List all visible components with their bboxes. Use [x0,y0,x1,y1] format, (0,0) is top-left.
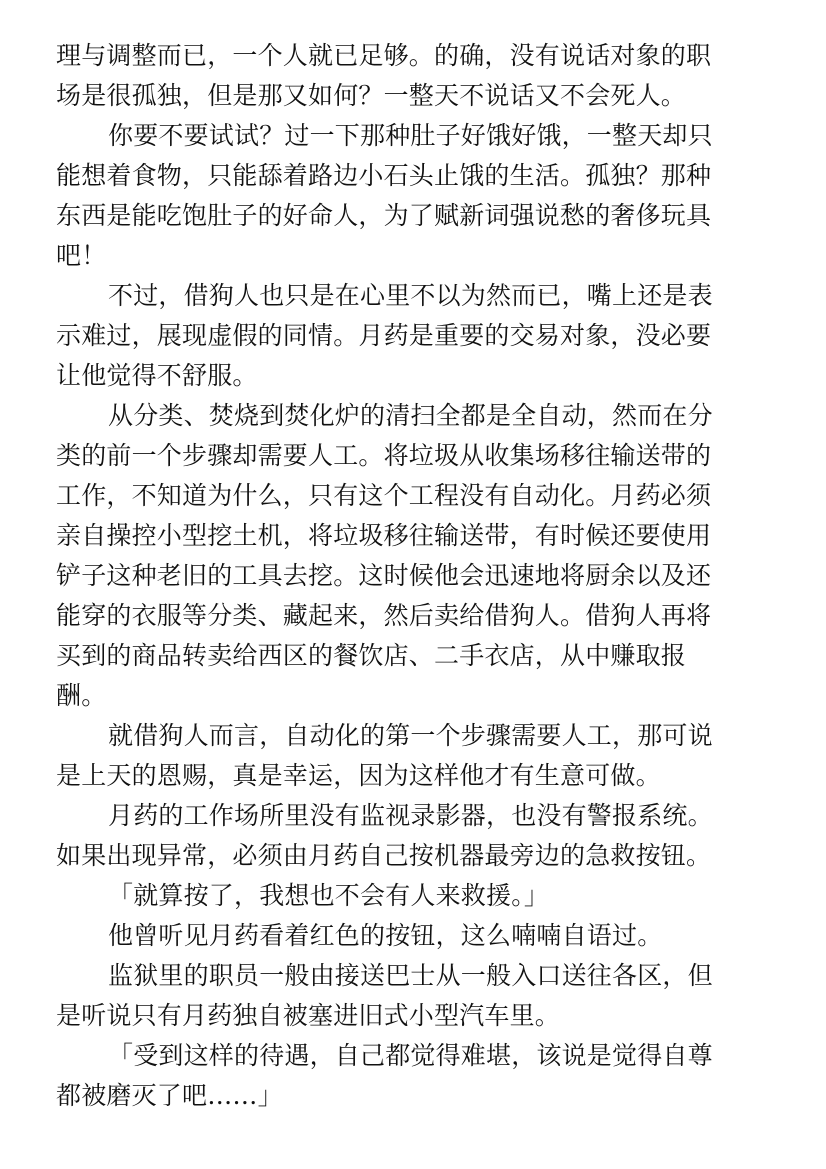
text-line-3: 你要不要试试？过一下那种肚子好饿好饿，一整天却只 [108,121,713,150]
text-line-7: 不过，借狗人也只是在心里不以为然而已，嘴上还是表 [108,281,713,310]
text-line-14: 铲子这种老旧的工具去挖。这时候他会迅速地将厨余以及还 [56,561,712,590]
text-line-22: 「就算按了，我想也不会有人来救援。」 [108,881,550,910]
text-line-9: 让他觉得不舒服。 [56,361,258,390]
text-line-26: 「受到这样的待遇，自己都觉得难堪，该说是觉得自尊 [108,1041,713,1070]
text-line-10: 从分类、焚烧到焚化炉的清扫全都是全自动，然而在分 [108,401,713,430]
text-line-12: 工作，不知道为什么，只有这个工程没有自动化。月药必须 [56,481,712,510]
text-line-20: 月药的工作场所里没有监视录影器，也没有警报系统。 [108,801,713,830]
text-line-15: 能穿的衣服等分类、藏起来，然后卖给借狗人。借狗人再将 [56,601,712,630]
text-line-17: 酬。 [56,681,107,710]
text-line-11: 类的前一个步骤却需要人工。将垃圾从收集场移往输送带的 [56,441,712,470]
text-line-24: 监狱里的职员一般由接送巴士从一般入口送往各区，但 [108,961,713,990]
text-line-1: 理与调整而已，一个人就已足够。的确，没有说话对象的职 [56,41,712,70]
text-line-18: 就借狗人而言，自动化的第一个步骤需要人工，那可说 [108,721,713,750]
text-line-2: 场是很孤独，但是那又如何？一整天不说话又不会死人。 [56,81,687,110]
text-line-23: 他曾听见月药看着红色的按钮，这么喃喃自语过。 [108,921,663,950]
text-line-27: 都被磨灭了吧……」 [56,1081,283,1110]
text-line-4: 能想着食物，只能舔着路边小石头止饿的生活。孤独？那种 [56,161,712,190]
text-line-25: 是听说只有月药独自被塞进旧式小型汽车里。 [56,1001,561,1030]
text-line-13: 亲自操控小型挖土机，将垃圾移往输送带，有时候还要使用 [56,521,712,550]
text-line-21: 如果出现异常，必须由月药自己按机器最旁边的急救按钮。 [56,841,712,870]
text-line-5: 东西是能吃饱肚子的好命人，为了赋新词强说愁的奢侈玩具 [56,201,712,230]
text-line-19: 是上天的恩赐，真是幸运，因为这样他才有生意可做。 [56,761,661,790]
text-line-16: 买到的商品转卖给西区的餐饮店、二手衣店，从中赚取报 [56,641,687,670]
text-line-8: 示难过，展现虚假的同情。月药是重要的交易对象，没必要 [56,321,712,350]
text-line-6: 吧！ [56,241,107,270]
